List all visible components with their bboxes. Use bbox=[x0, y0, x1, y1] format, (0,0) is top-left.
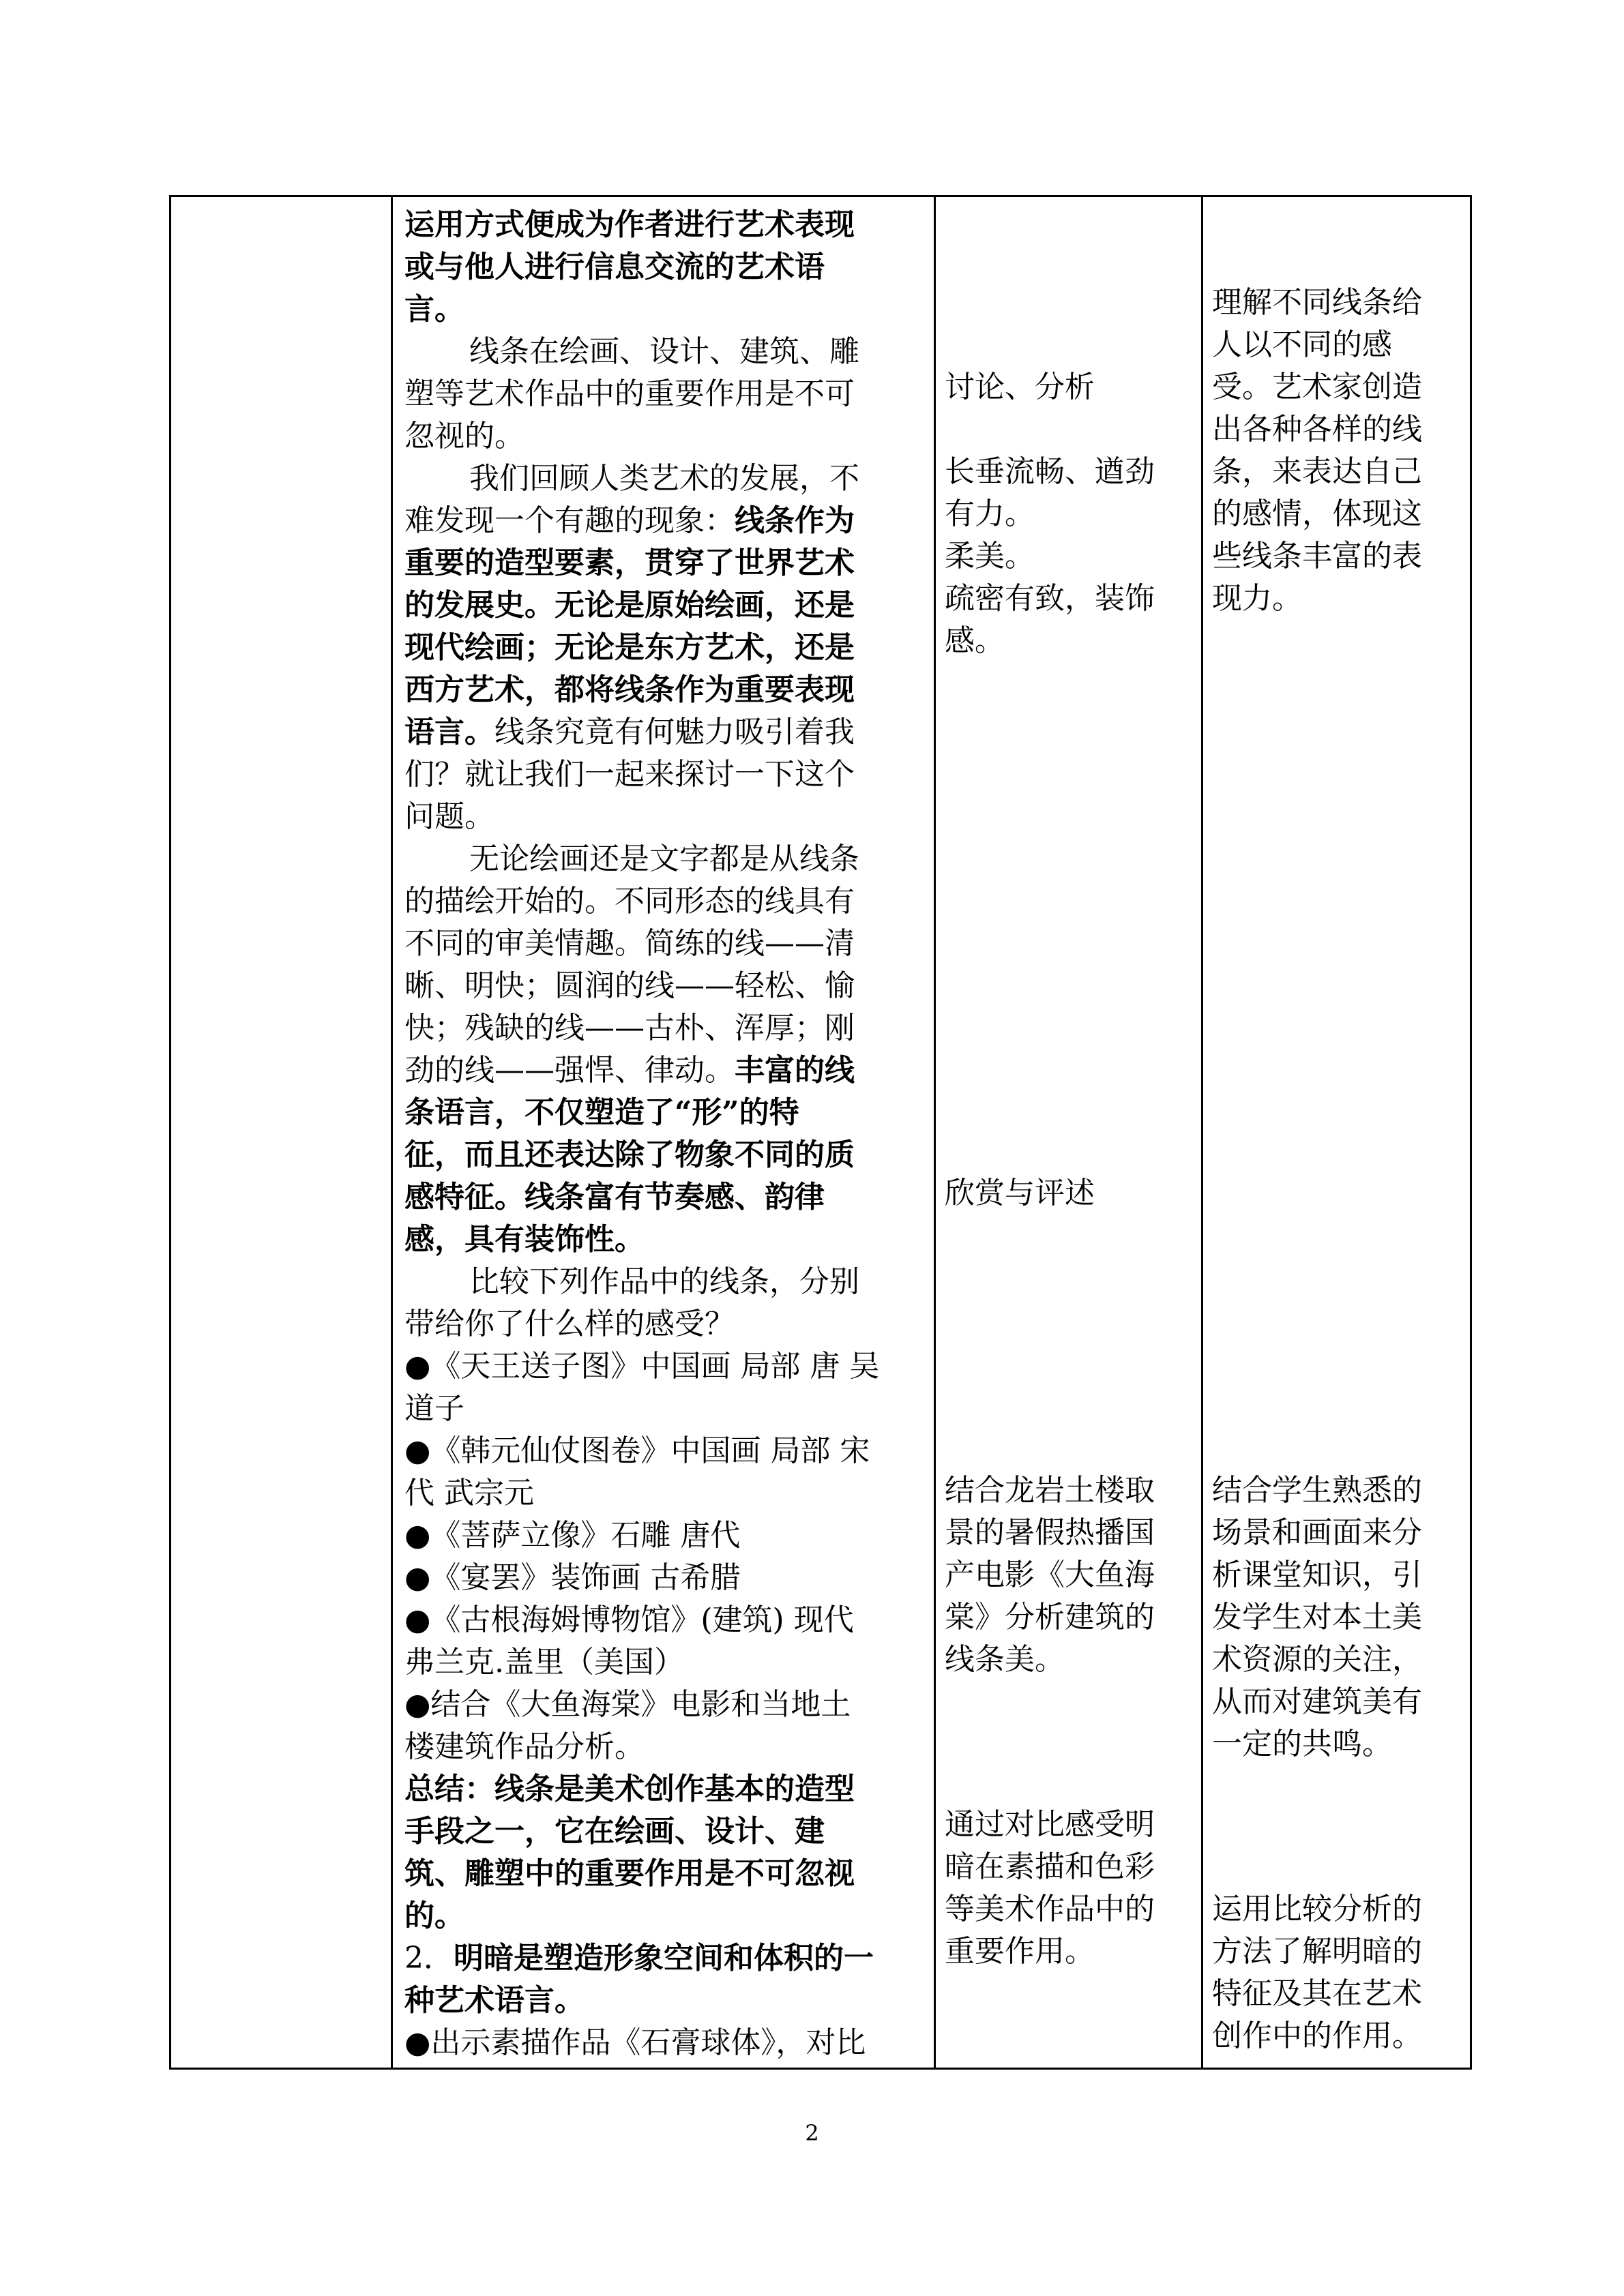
text-line: 言。 bbox=[404, 292, 464, 327]
text-segment: 2． bbox=[404, 1941, 454, 1976]
text-line: ●《宴罢》装饰画 古希腊 bbox=[404, 1560, 741, 1595]
text-line: 无论绘画还是文字都是从线条 bbox=[469, 841, 859, 876]
column-divider bbox=[1201, 197, 1203, 2068]
text-line: 晰、明快；圆润的线——轻松、愉 bbox=[404, 968, 855, 1003]
text-segment: 丰富的线 bbox=[735, 1053, 855, 1088]
text-segment: 语言。 bbox=[404, 715, 494, 749]
text-line: 们？就让我们一起来探讨一下这个 bbox=[404, 757, 855, 792]
text-line: 西方艺术，都将线条作为重要表现 bbox=[404, 672, 855, 707]
text-line: 感特征。线条富有节奏感、韵律 bbox=[404, 1180, 825, 1214]
text-segment: 线条究竟有何魅力吸引着我 bbox=[494, 715, 855, 749]
text-line: 暗在素描和色彩 bbox=[945, 1849, 1155, 1884]
text-line: 条，来表达自己 bbox=[1212, 454, 1422, 489]
text-line: 从而对建筑美有 bbox=[1212, 1684, 1422, 1719]
text-line: 线条在绘画、设计、建筑、雕 bbox=[469, 334, 859, 369]
text-line: 等美术作品中的 bbox=[945, 1892, 1155, 1926]
text-line: 通过对比感受明 bbox=[945, 1807, 1155, 1842]
text-line bbox=[404, 711, 855, 754]
text-line: 结合学生熟悉的 bbox=[1212, 1473, 1422, 1508]
text-line: 的发展史。无论是原始绘画，还是 bbox=[404, 588, 855, 623]
text-line: 现代绘画；无论是东方艺术，还是 bbox=[404, 630, 855, 665]
text-line: 发学生对本土美 bbox=[1212, 1600, 1422, 1635]
text-line: ●《天王送子图》中国画 局部 唐 吴 bbox=[404, 1349, 880, 1384]
text-line: 征，而且还表达除了物象不同的质 bbox=[404, 1137, 855, 1172]
text-line: ●《韩元仙仗图卷》中国画 局部 宋 bbox=[404, 1433, 870, 1468]
text-line: 线条美。 bbox=[945, 1642, 1065, 1677]
text-line: 忽视的。 bbox=[404, 419, 525, 453]
page-number: 2 bbox=[805, 2120, 819, 2146]
text-line: 欣赏与评述 bbox=[945, 1176, 1095, 1210]
text-line: 创作中的作用。 bbox=[1212, 2018, 1422, 2053]
text-line: 的。 bbox=[404, 1898, 464, 1933]
text-line: 特征及其在艺术 bbox=[1212, 1976, 1422, 2011]
text-line: 景的暑假热播国 bbox=[945, 1515, 1155, 1550]
text-line: 术资源的关注， bbox=[1212, 1642, 1422, 1677]
text-line: 些线条丰富的表 bbox=[1212, 539, 1422, 573]
text-line: 种艺术语言。 bbox=[404, 1983, 585, 2018]
text-line: 塑等艺术作品中的重要作用是不可 bbox=[404, 376, 855, 411]
text-line: 方法了解明暗的 bbox=[1212, 1934, 1422, 1969]
text-line: 一定的共鸣。 bbox=[1212, 1727, 1392, 1761]
text-line bbox=[404, 1049, 855, 1092]
text-line: 运用比较分析的 bbox=[1212, 1892, 1422, 1926]
text-line: 手段之一，它在绘画、设计、建 bbox=[404, 1814, 825, 1849]
text-line: 楼建筑作品分析。 bbox=[404, 1729, 645, 1764]
text-line: ●《古根海姆博物馆》(建筑) 现代 bbox=[404, 1602, 854, 1637]
text-line: 棠》分析建筑的 bbox=[945, 1600, 1155, 1635]
text-line: 出各种各样的线 bbox=[1212, 412, 1422, 447]
text-line: 总结：线条是美术创作基本的造型 bbox=[404, 1772, 855, 1806]
text-line: 重要作用。 bbox=[945, 1934, 1095, 1969]
text-segment: 难发现一个有趣的现象： bbox=[404, 503, 735, 538]
text-line: 柔美。 bbox=[945, 539, 1035, 573]
text-line: 带给你了什么样的感受？ bbox=[404, 1307, 735, 1341]
text-line: 快；残缺的线——古朴、浑厚；刚 bbox=[404, 1011, 855, 1045]
design-intent-column bbox=[1212, 197, 1471, 2068]
teaching-content-column bbox=[404, 197, 930, 2068]
column-divider bbox=[934, 197, 936, 2068]
text-line: 感。 bbox=[945, 623, 1005, 658]
text-line: 的描绘开始的。不同形态的线具有 bbox=[404, 884, 855, 919]
text-line bbox=[404, 500, 855, 542]
text-line: 问题。 bbox=[404, 799, 494, 834]
text-line: 重要的造型要素，贯穿了世界艺术 bbox=[404, 546, 855, 580]
text-line: 代 武宗元 bbox=[404, 1476, 534, 1510]
text-line: 筑、雕塑中的重要作用是不可忽视 bbox=[404, 1856, 855, 1891]
text-line: 条语言，不仅塑造了“形”的特 bbox=[404, 1095, 799, 1130]
text-line: 理解不同线条给 bbox=[1212, 285, 1422, 320]
text-line: ●结合《大鱼海棠》电影和当地土 bbox=[404, 1687, 851, 1722]
text-line bbox=[404, 1937, 874, 1980]
text-segment: 线条作为 bbox=[735, 503, 855, 538]
text-line: 道子 bbox=[404, 1391, 464, 1426]
text-segment: 劲的线——强悍、律动。 bbox=[404, 1053, 735, 1088]
text-line: 我们回顾人类艺术的发展，不 bbox=[469, 461, 859, 496]
text-line: 受。艺术家创造 bbox=[1212, 370, 1422, 404]
text-line: 感，具有装饰性。 bbox=[404, 1222, 645, 1257]
text-line: 讨论、分析 bbox=[945, 370, 1095, 404]
column-divider bbox=[391, 197, 393, 2068]
text-line: 运用方式便成为作者进行艺术表现 bbox=[404, 207, 855, 242]
text-line: 比较下列作品中的线条，分别 bbox=[469, 1264, 859, 1299]
student-activity-column bbox=[945, 197, 1194, 2068]
text-line: 析课堂知识，引 bbox=[1212, 1557, 1422, 1592]
text-line: 弗兰克.盖里（美国） bbox=[404, 1645, 684, 1680]
text-line: 现力。 bbox=[1212, 581, 1302, 616]
text-line: 或与他人进行信息交流的艺术语 bbox=[404, 250, 825, 284]
text-line: 疏密有致，装饰 bbox=[945, 581, 1155, 616]
text-line: 结合龙岩土楼取 bbox=[945, 1473, 1155, 1508]
text-line: 不同的审美情趣。简练的线——清 bbox=[404, 926, 855, 961]
text-line: 的感情，体现这 bbox=[1212, 496, 1422, 531]
text-line: 长垂流畅、遒劲 bbox=[945, 454, 1155, 489]
text-line: ●《菩萨立像》石雕 唐代 bbox=[404, 1518, 741, 1553]
text-line: ●出示素描作品《石膏球体》，对比 bbox=[404, 2025, 866, 2060]
text-line: 人以不同的感 bbox=[1212, 327, 1392, 362]
text-line: 场景和画面来分 bbox=[1212, 1515, 1422, 1550]
text-line: 产电影《大鱼海 bbox=[945, 1557, 1155, 1592]
lesson-plan-table bbox=[169, 195, 1472, 2070]
text-segment: 明暗是塑造形象空间和体积的一 bbox=[454, 1941, 874, 1976]
text-line: 有力。 bbox=[945, 496, 1035, 531]
